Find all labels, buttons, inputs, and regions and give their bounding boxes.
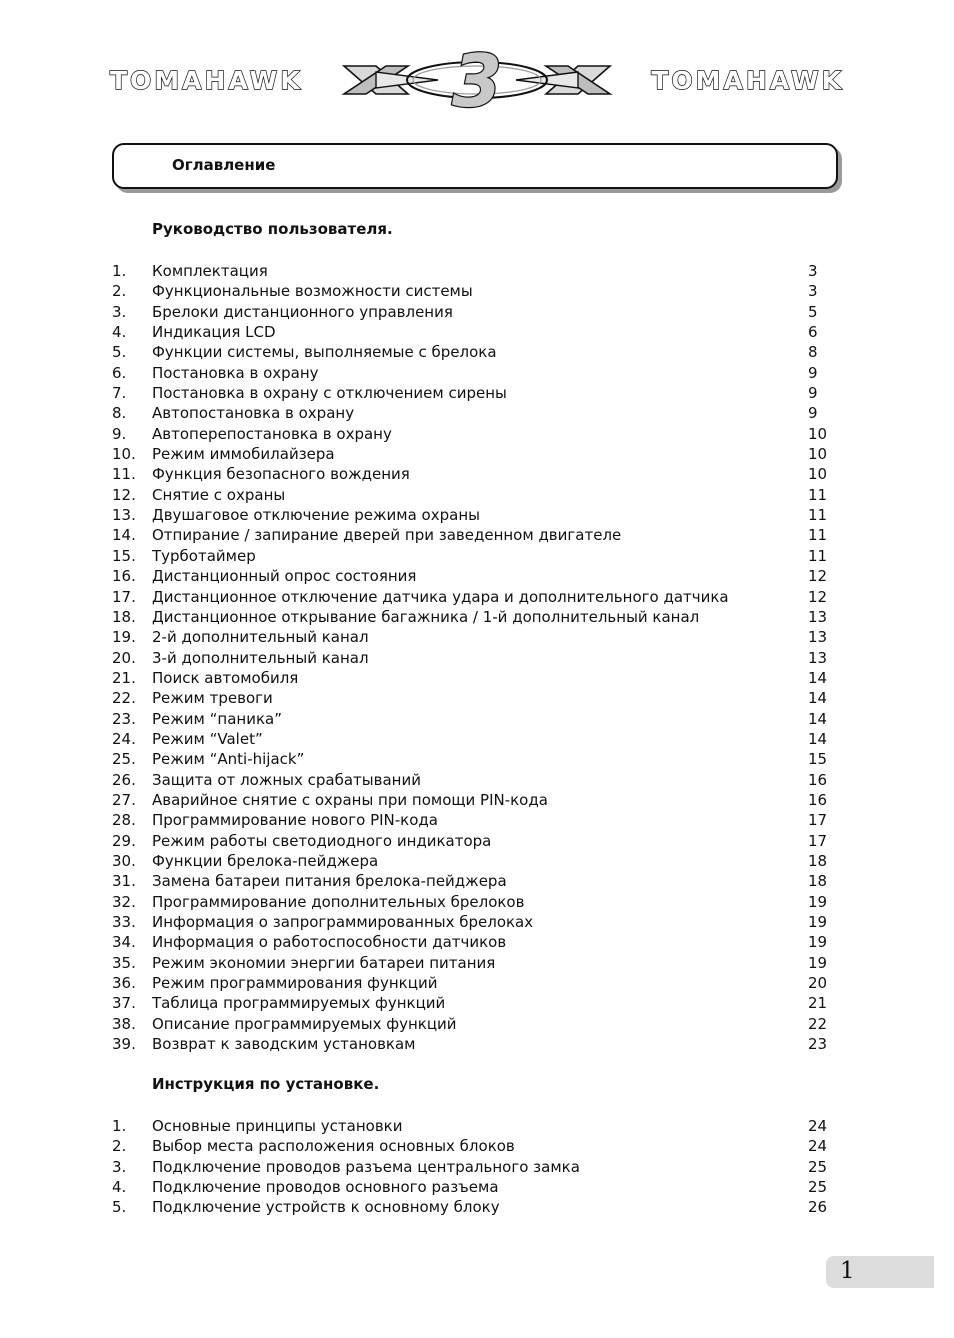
toc-entry: [112, 261, 832, 281]
toc-entry-label: Таблица программируемых функций: [152, 994, 446, 1013]
toc-entry: [112, 1136, 832, 1156]
toc-entry-number: 16.: [112, 567, 136, 586]
toc-entry-label: Информация о запрограммированных брелоках: [152, 913, 534, 931]
toc-entry: [112, 587, 832, 607]
toc-entry-page: 9: [808, 384, 818, 403]
toc-entry: [112, 770, 832, 790]
toc-entry-page: 18: [808, 851, 828, 870]
toc-entry-number: 21.: [112, 668, 136, 687]
toc-entry-number: 14.: [112, 526, 136, 545]
toc-entry-page: 12: [808, 587, 828, 606]
toc-entry: [112, 688, 832, 708]
toc-entry-number: 20.: [112, 648, 136, 667]
toc-entry-label: Турботаймер: [152, 546, 256, 565]
toc-entry-label: Функции системы, выполняемые с брелока: [152, 343, 497, 362]
toc-entry-number: 8.: [112, 404, 127, 423]
toc-entry-page: 11: [808, 485, 828, 504]
toc-entry-label: Двушаговое отключение режима охраны: [152, 506, 480, 525]
toc-entry-number: 32.: [112, 892, 136, 911]
toc-entry: [112, 424, 832, 444]
toc-entry: [112, 810, 832, 830]
toc-entry-label: Режим экономии энергии батареи питания: [152, 953, 496, 972]
toc-entry: [112, 892, 832, 912]
toc-entry-number: 9.: [112, 424, 127, 443]
toc-entry-label: Выбор места расположения основных блоков: [152, 1137, 515, 1156]
toc-entry-number: 5.: [112, 343, 127, 362]
toc-entry-label: Подключение проводов основного разъема: [152, 1178, 499, 1197]
toc-entry: [112, 648, 832, 668]
toc-entry-label: Отпирание / запирание дверей при заведенном двигателе: [152, 526, 622, 545]
toc-entry-page: 16: [808, 790, 828, 809]
toc-entry-number: 1.: [112, 262, 127, 280]
toc-entry-page: 13: [808, 648, 828, 667]
toc-entry-label: Описание программируемых функций: [152, 1014, 457, 1033]
toc-entry-number: 23.: [112, 709, 136, 728]
toc-entry-number: 11.: [112, 465, 136, 484]
toc-entry-label: Аварийное снятие с охраны при помощи PIN-кода: [152, 790, 548, 809]
toc-entry-page: 14: [808, 709, 828, 728]
toc-entry: [112, 709, 832, 729]
logo-graphic: [108, 46, 846, 116]
toc-entry: [112, 790, 832, 810]
toc-entry-label: Дистанционное открывание багажника / 1-й дополнительный канал: [152, 607, 700, 626]
toc-entry-page: 11: [808, 526, 828, 545]
toc-entry-label: Режим иммобилайзера: [152, 445, 335, 464]
toc-entry-page: 19: [808, 913, 828, 931]
toc-entry-number: 30.: [112, 851, 136, 870]
toc-entry-label: 2-й дополнительный канал: [152, 628, 369, 647]
toc-entry-page: 25: [808, 1157, 828, 1176]
toc-entry-page: 14: [808, 689, 828, 708]
toc-entry-page: 14: [808, 729, 828, 748]
toc-entry: [112, 383, 832, 403]
toc-entry-page: 13: [808, 628, 828, 647]
toc-entry-page: 18: [808, 872, 828, 891]
toc-entry-number: 22.: [112, 689, 136, 708]
toc-entry: [112, 953, 832, 973]
toc-entry-number: 4.: [112, 1178, 127, 1197]
toc-entry-label: Функциональные возможности системы: [152, 282, 473, 301]
toc-entry-number: 31.: [112, 872, 136, 891]
toc-entry-number: 34.: [112, 933, 136, 952]
toc-entry-label: Снятие с охраны: [152, 485, 286, 504]
toc-entry-page: 17: [808, 811, 828, 830]
toc-entry-label: Режим программирования функций: [152, 974, 438, 993]
toc-entry: [112, 973, 832, 993]
toc-entry: [112, 668, 832, 688]
toc-entry: [112, 1177, 832, 1197]
toc-entry-label: Подключение проводов разъема центрального замка: [152, 1157, 580, 1176]
toc-entry: [112, 932, 832, 952]
toc-entry-label: Дистанционный опрос состояния: [152, 567, 417, 586]
toc-entry-label: Основные принципы установки: [152, 1117, 403, 1135]
toc-entry-page: 19: [808, 892, 828, 911]
toc-entry: [112, 1014, 832, 1034]
toc-entry-number: 39.: [112, 1035, 136, 1054]
toc-entry-label: Постановка в охрану: [152, 363, 319, 382]
toc-entry-number: 38.: [112, 1014, 136, 1033]
toc-entry-number: 4.: [112, 323, 127, 342]
toc-entry-page: 10: [808, 465, 828, 484]
toc-entry: [112, 281, 832, 301]
toc-entry-label: Брелоки дистанционного управления: [152, 302, 453, 321]
toc-entry-page: 21: [808, 994, 828, 1013]
logo-brand-right: TOMAHAWK: [651, 66, 844, 95]
toc-entry: [112, 1116, 832, 1136]
toc-entry-page: 25: [808, 1178, 828, 1197]
toc-entry-label: Программирование нового PIN-кода: [152, 811, 438, 830]
toc-entry-page: 22: [808, 1014, 828, 1033]
toc-entry-page: 24: [808, 1137, 828, 1156]
toc-entry-number: 24.: [112, 729, 136, 748]
toc-entry: [112, 363, 832, 383]
toc-entry: [112, 912, 832, 932]
toc-entry-number: 37.: [112, 994, 136, 1013]
brand-logo: [108, 46, 846, 116]
toc-entry-number: 15.: [112, 546, 136, 565]
logo-brand-left: TOMAHAWK: [110, 66, 303, 95]
toc-entry-page: 11: [808, 546, 828, 565]
toc-entry-page: 15: [808, 750, 828, 769]
toc-entry-label: Комплектация: [152, 262, 268, 280]
toc-entry-number: 1.: [112, 1117, 127, 1135]
toc-entry-label: Режим “Valet”: [152, 729, 263, 748]
toc-entry-page: 5: [808, 302, 818, 321]
toc-entry-page: 12: [808, 567, 828, 586]
toc-entry-number: 7.: [112, 384, 127, 403]
logo-x-left: [344, 66, 438, 94]
toc-entry-page: 13: [808, 607, 828, 626]
toc-entry: [112, 749, 832, 769]
toc-entry-number: 26.: [112, 770, 136, 789]
toc-entry: [112, 729, 832, 749]
toc-entry: [112, 851, 832, 871]
toc-entry-page: 16: [808, 770, 828, 789]
toc-entry: [112, 566, 832, 586]
toc-entry-label: Автопостановка в охрану: [152, 404, 355, 423]
toc-entry-page: 9: [808, 404, 818, 423]
toc-entry-page: 10: [808, 424, 828, 443]
page-number: 1: [840, 1258, 855, 1284]
logo-model-number: 3: [451, 46, 503, 116]
toc-entry-page: 19: [808, 933, 828, 952]
toc-entry-label: Автоперепостановка в охрану: [152, 424, 392, 443]
toc-entry-number: 27.: [112, 790, 136, 809]
toc-entry: [112, 1157, 832, 1177]
toc-entry-number: 10.: [112, 445, 136, 464]
toc-entry-number: 13.: [112, 506, 136, 525]
toc-entry: [112, 342, 832, 362]
toc-entry-number: 2.: [112, 1137, 127, 1156]
toc-entry-label: Поиск автомобиля: [152, 668, 299, 687]
toc-entry-page: 14: [808, 668, 828, 687]
toc-entry: [112, 627, 832, 647]
toc-entry-page: 6: [808, 323, 818, 342]
toc-entry-page: 19: [808, 953, 828, 972]
toc-entry-page: 26: [808, 1198, 828, 1217]
toc-entry-page: 3: [808, 262, 818, 280]
toc-entry-page: 3: [808, 282, 818, 301]
toc-entry-label: Функции брелока-пейджера: [152, 851, 379, 870]
toc-entry-page: 17: [808, 831, 828, 850]
toc-entry: [112, 525, 832, 545]
toc-entry: [112, 444, 832, 464]
toc-entry-number: 28.: [112, 811, 136, 830]
toc-entry-label: Индикация LCD: [152, 323, 276, 342]
toc-list-user-guide: [112, 261, 832, 1054]
toc-entry-number: 2.: [112, 282, 127, 301]
toc-entry-label: Возврат к заводским установкам: [152, 1035, 416, 1054]
toc-entry-label: Замена батареи питания брелока-пейджера: [152, 872, 507, 891]
toc-entry: [112, 607, 832, 627]
toc-entry: [112, 302, 832, 322]
toc-header-box: [112, 143, 838, 189]
logo-x-right: [516, 66, 610, 94]
toc-entry-number: 6.: [112, 363, 127, 382]
section-title-installation: Инструкция по установке.: [152, 1075, 380, 1093]
toc-entry: [112, 1197, 832, 1217]
section-title-user-guide: Руководство пользователя.: [152, 220, 393, 238]
toc-entry-page: 8: [808, 343, 818, 362]
toc-list-installation: [112, 1116, 832, 1218]
toc-entry-number: 5.: [112, 1198, 127, 1217]
toc-entry-number: 19.: [112, 628, 136, 647]
toc-entry-number: 3.: [112, 1157, 127, 1176]
toc-entry-number: 33.: [112, 913, 136, 931]
toc-entry: [112, 322, 832, 342]
toc-entry-label: Режим “Anti-hijack”: [152, 750, 305, 769]
toc-entry: [112, 831, 832, 851]
toc-entry-number: 35.: [112, 953, 136, 972]
toc-entry: [112, 464, 832, 484]
toc-header-title: Оглавление: [172, 156, 276, 174]
toc-entry-label: Функция безопасного вождения: [152, 465, 410, 484]
toc-entry-number: 25.: [112, 750, 136, 769]
page-number-tab: [826, 1256, 934, 1288]
toc-entry: [112, 485, 832, 505]
toc-entry-number: 18.: [112, 607, 136, 626]
toc-entry-page: 10: [808, 445, 828, 464]
toc-entry: [112, 505, 832, 525]
toc-entry-label: Постановка в охрану с отключением сирены: [152, 384, 507, 403]
toc-entry-label: Подключение устройств к основному блоку: [152, 1198, 500, 1217]
toc-entry-label: 3-й дополнительный канал: [152, 648, 369, 667]
toc-entry-page: 20: [808, 974, 828, 993]
toc-entry-page: 9: [808, 363, 818, 382]
toc-entry-number: 17.: [112, 587, 136, 606]
toc-entry: [112, 871, 832, 891]
toc-entry-number: 36.: [112, 974, 136, 993]
toc-entry: [112, 1034, 832, 1054]
toc-entry-label: Программирование дополнительных брелоков: [152, 892, 525, 911]
toc-entry: [112, 993, 832, 1013]
toc-entry-label: Дистанционное отключение датчика удара и дополнительного датчика: [152, 587, 729, 606]
toc-entry-number: 29.: [112, 831, 136, 850]
toc-entry-label: Информация о работоспособности датчиков: [152, 933, 507, 952]
toc-entry-label: Режим “паника”: [152, 709, 282, 728]
toc-entry-label: Режим тревоги: [152, 689, 273, 708]
toc-entry-page: 23: [808, 1035, 828, 1054]
toc-entry-number: 12.: [112, 485, 136, 504]
toc-entry-page: 11: [808, 506, 828, 525]
toc-entry-label: Режим работы светодиодного индикатора: [152, 831, 492, 850]
toc-entry: [112, 546, 832, 566]
toc-entry: [112, 403, 832, 423]
toc-entry-number: 3.: [112, 302, 127, 321]
toc-entry-page: 24: [808, 1117, 828, 1135]
toc-entry-label: Защита от ложных срабатываний: [152, 770, 421, 789]
